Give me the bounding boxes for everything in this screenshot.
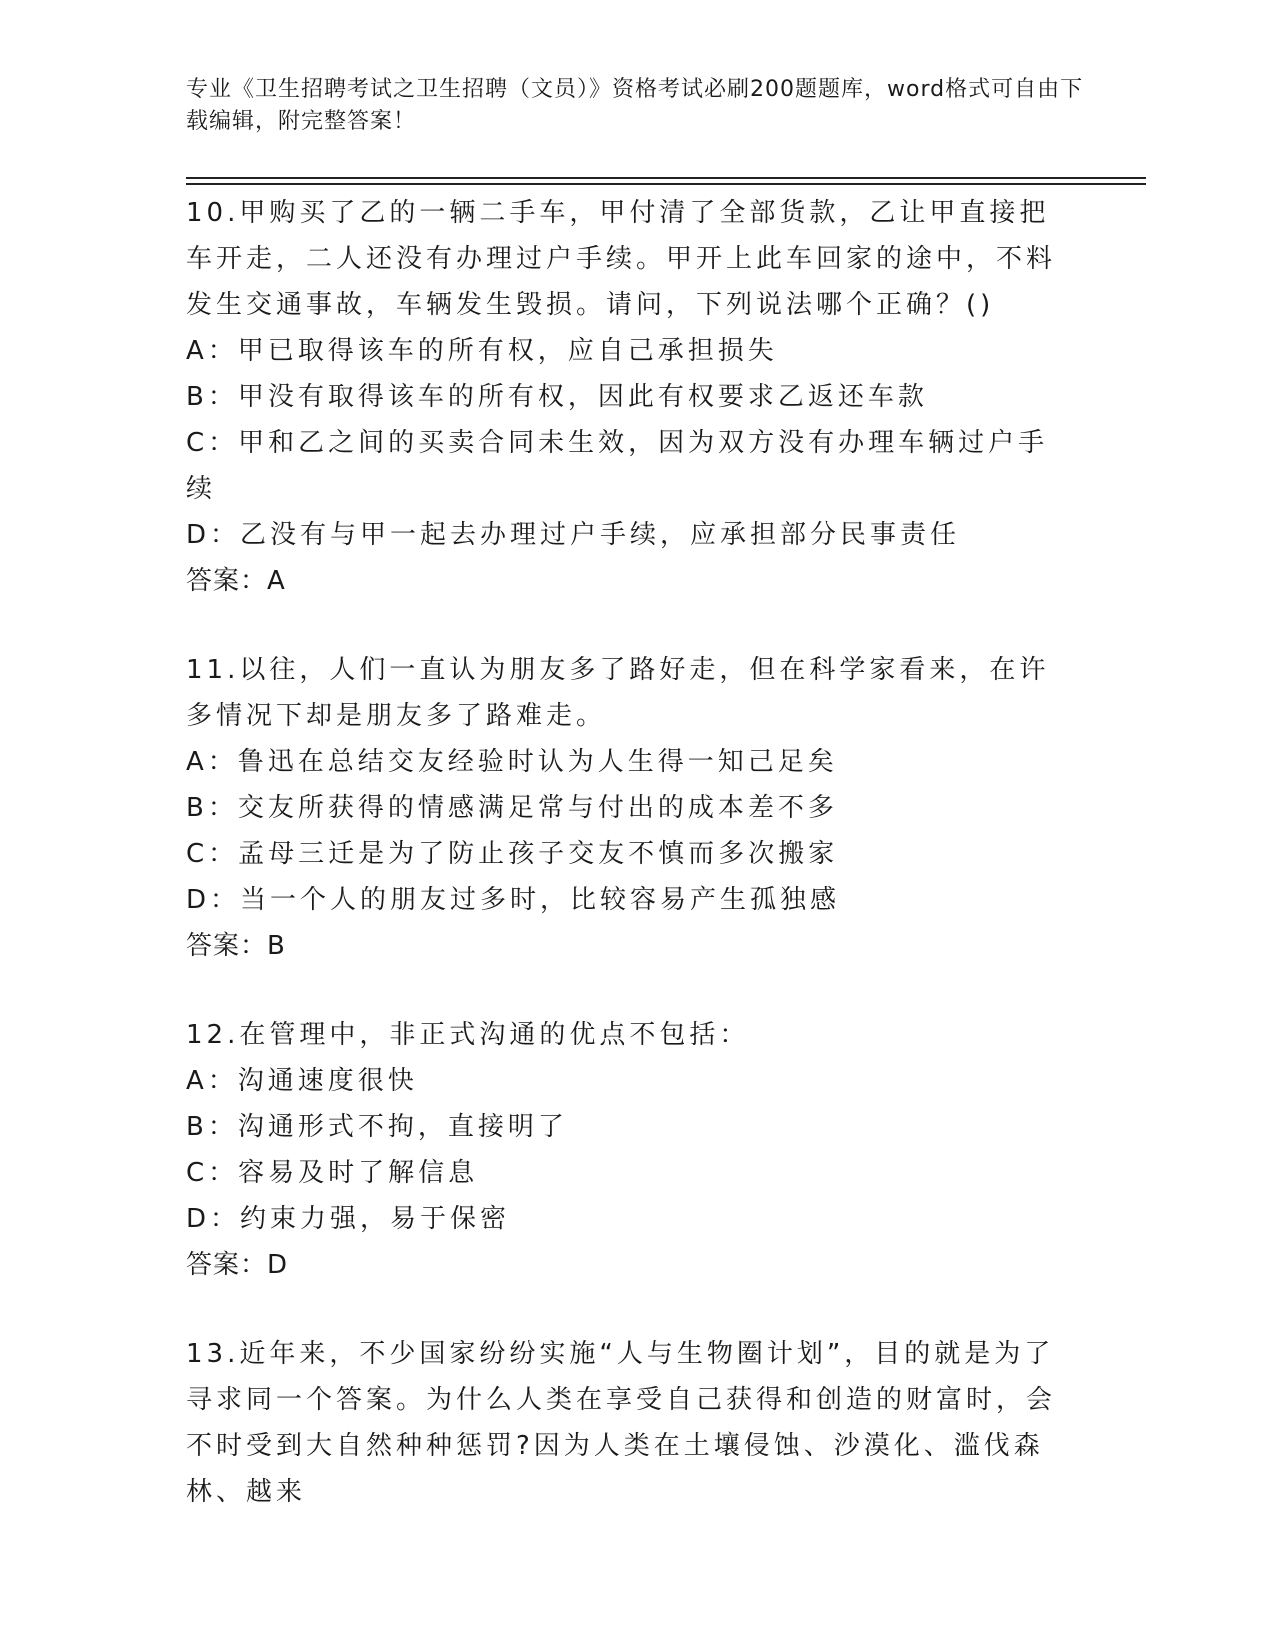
option-a: A：甲已取得该车的所有权，应自己承担损失	[186, 336, 778, 366]
option-d: D：当一个人的朋友过多时，比较容易产生孤独感	[186, 885, 841, 915]
option-a: A：鲁迅在总结交友经验时认为人生得一知己足矣	[186, 747, 838, 777]
option-c: C：孟母三迁是为了防止孩子交友不慎而多次搬家	[186, 839, 839, 869]
option-b: B：沟通形式不拘，直接明了	[186, 1112, 568, 1142]
question-stem: 12.在管理中，非正式沟通的优点不包括：	[186, 1020, 750, 1050]
question-stem: 11.以往，人们一直认为朋友多了路好走，但在科学家看来，在许多情况下却是朋友多了路难走。	[186, 655, 1050, 731]
answer-label: 答案：B	[186, 931, 286, 961]
option-d: D：约束力强，易于保密	[186, 1204, 511, 1234]
option-b: B：甲没有取得该车的所有权，因此有权要求乙返还车款	[186, 382, 928, 412]
header-rule-bottom	[186, 183, 1146, 185]
question-13	[186, 1331, 1076, 1515]
question-stem: 10.甲购买了乙的一辆二手车，甲付清了全部货款，乙让甲直接把车开走，二人还没有办理过户手续。甲开上此车回家的途中，不料发生交通事故，车辆发生毁损。请问，下列说法哪个正确？()	[186, 198, 1057, 320]
question-list	[186, 190, 1076, 1515]
option-d: D：乙没有与甲一起去办理过户手续，应承担部分民事责任	[186, 520, 961, 550]
answer-label: 答案：D	[186, 1250, 289, 1280]
document-header	[186, 74, 1086, 138]
question-11	[186, 647, 1076, 969]
question-10	[186, 190, 1076, 604]
header-title: 专业《卫生招聘考试之卫生招聘（文员）》资格考试必刷200题题库，word格式可自由下载编辑，附完整答案！	[186, 77, 1084, 134]
question-12	[186, 1012, 1076, 1288]
header-rule-top	[186, 177, 1146, 179]
option-c: C：容易及时了解信息	[186, 1158, 479, 1188]
question-stem: 13.近年来，不少国家纷纷实施“人与生物圈计划”，目的就是为了寻求同一个答案。为什么人类在享受自己获得和创造的财富时，会不时受到大自然种种惩罚?因为人类在土壤侵蚀、沙漠化、滥伐森林、越来	[186, 1339, 1057, 1507]
answer-label: 答案：A	[186, 566, 286, 596]
option-c: C：甲和乙之间的买卖合同未生效，因为双方没有办理车辆过户手续	[186, 428, 1049, 504]
option-a: A：沟通速度很快	[186, 1066, 418, 1096]
option-b: B：交友所获得的情感满足常与付出的成本差不多	[186, 793, 838, 823]
